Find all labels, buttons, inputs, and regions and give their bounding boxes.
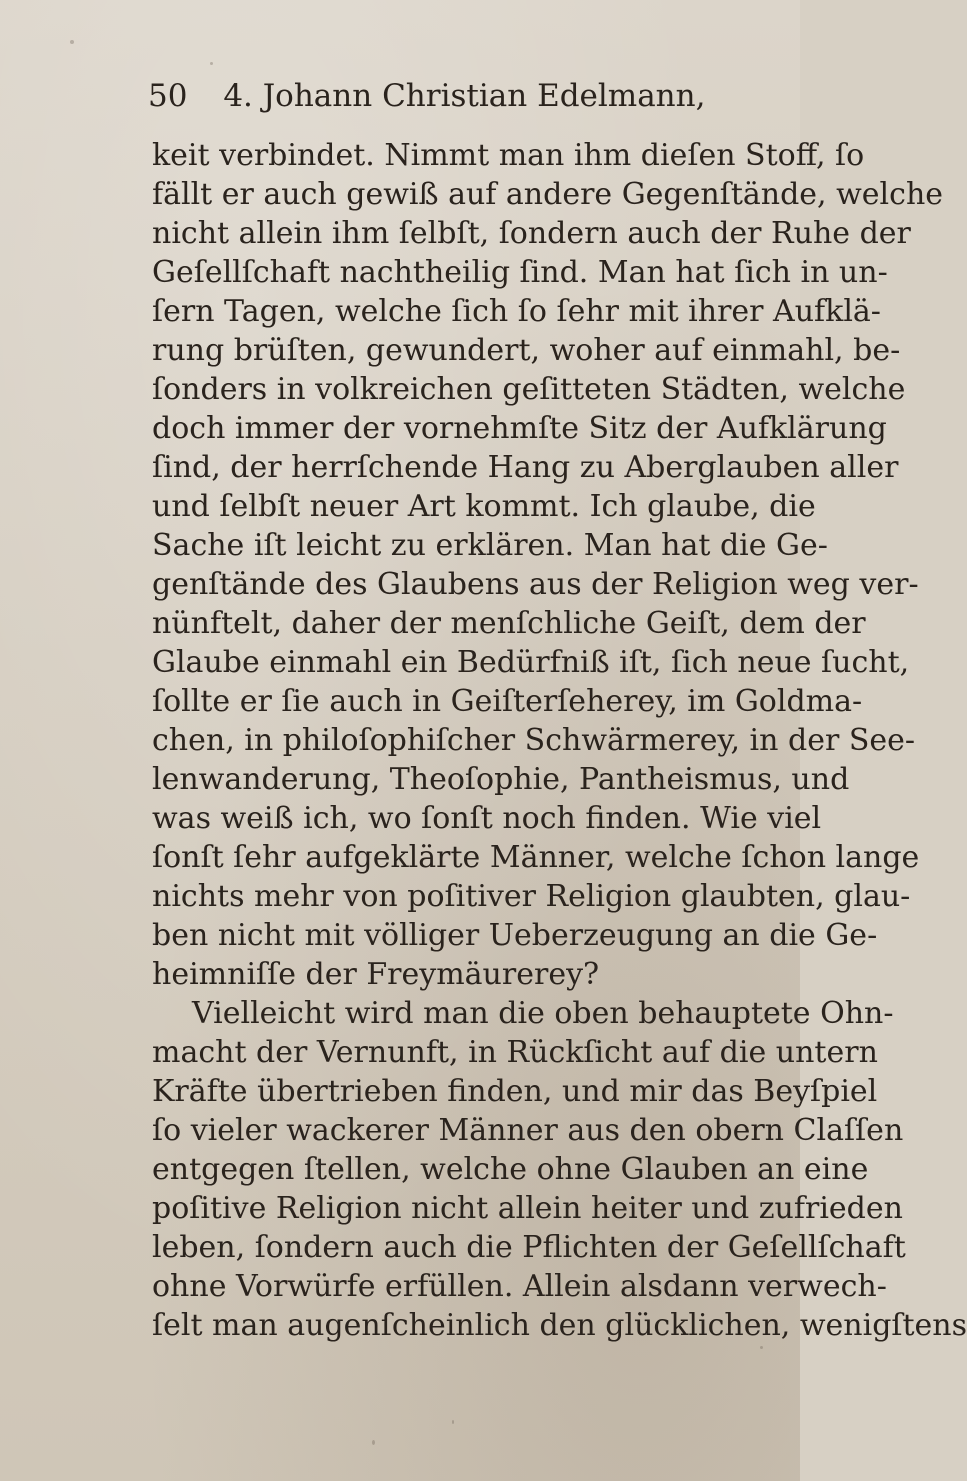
text-line: ſelt man augenſcheinlich den glücklichen, wenigſtens — [152, 1308, 967, 1343]
text-line: nünftelt, daher der menſchliche Geiſt, dem der — [152, 606, 866, 641]
text-line: ſern Tagen, welche ſich ſo ſehr mit ihrer Aufklä- — [152, 294, 881, 329]
ink-speck — [760, 1346, 763, 1349]
text-line: fällt er auch gewiß auf andere Gegenſtände, welche — [152, 177, 944, 212]
running-header — [148, 78, 705, 114]
text-line: nicht allein ihm ſelbſt, ſondern auch der Ruhe der — [152, 216, 911, 251]
ink-speck — [210, 62, 213, 65]
text-line: ſollte er ſie auch in Geiſterſeherey, im Goldma- — [152, 684, 863, 719]
paragraph-start-line: Vielleicht wird man die oben behauptete Ohn- — [192, 996, 894, 1031]
text-line: Glaube einmahl ein Bedürfniß iſt, ſich neue ſucht, — [152, 645, 910, 680]
text-line: leben, ſondern auch die Pflichten der Geſellſchaft — [152, 1230, 906, 1265]
text-line: ſonders in volkreichen geſitteten Städten, welche — [152, 372, 906, 407]
text-line: genſtände des Glaubens aus der Religion weg ver- — [152, 567, 919, 602]
text-line: und ſelbſt neuer Art kommt. Ich glaube, die — [152, 489, 816, 524]
text-line: doch immer der vornehmſte Sitz der Aufklärung — [152, 411, 887, 446]
text-line: chen, in philoſophiſcher Schwärmerey, in der See- — [152, 723, 916, 758]
text-line: was weiß ich, wo ſonſt noch finden. Wie viel — [152, 801, 822, 836]
text-line: entgegen ſtellen, welche ohne Glauben an eine — [152, 1152, 869, 1187]
text-line: rung brüſten, gewundert, woher auf einmahl, be- — [152, 333, 901, 368]
text-line: ſind, der herrſchende Hang zu Aberglauben aller — [152, 450, 899, 485]
running-title: 4. Johann Christian Edelmann, — [223, 78, 706, 114]
page-number: 50 — [148, 78, 188, 114]
ink-speck — [452, 1420, 454, 1424]
text-line: nichts mehr von poſitiver Religion glaubten, glau- — [152, 879, 911, 914]
body-text — [152, 136, 967, 1345]
text-line: Geſellſchaft nachtheilig ſind. Man hat ſich in un- — [152, 255, 888, 290]
ink-speck — [70, 40, 74, 44]
text-line: ſo vieler wackerer Männer aus den obern Claſſen — [152, 1113, 904, 1148]
text-line: Kräfte übertrieben finden, und mir das Beyſpiel — [152, 1074, 878, 1109]
ink-speck — [372, 1440, 375, 1445]
text-line: poſitive Religion nicht allein heiter und zufrieden — [152, 1191, 903, 1226]
text-line: keit verbindet. Nimmt man ihm dieſen Stoff, ſo — [152, 138, 865, 173]
text-line: ben nicht mit völliger Ueberzeugung an die Ge- — [152, 918, 878, 953]
text-line: heimniſſe der Freymäurerey? — [152, 957, 600, 992]
text-line: ſonſt ſehr aufgeklärte Männer, welche ſchon lange — [152, 840, 920, 875]
text-line: Sache iſt leicht zu erklären. Man hat die Ge- — [152, 528, 828, 563]
text-line: macht der Vernunft, in Rückſicht auf die untern — [152, 1035, 878, 1070]
text-line: ohne Vorwürfe erfüllen. Allein alsdann verwech- — [152, 1269, 887, 1304]
text-line: lenwanderung, Theoſophie, Pantheismus, und — [152, 762, 850, 797]
